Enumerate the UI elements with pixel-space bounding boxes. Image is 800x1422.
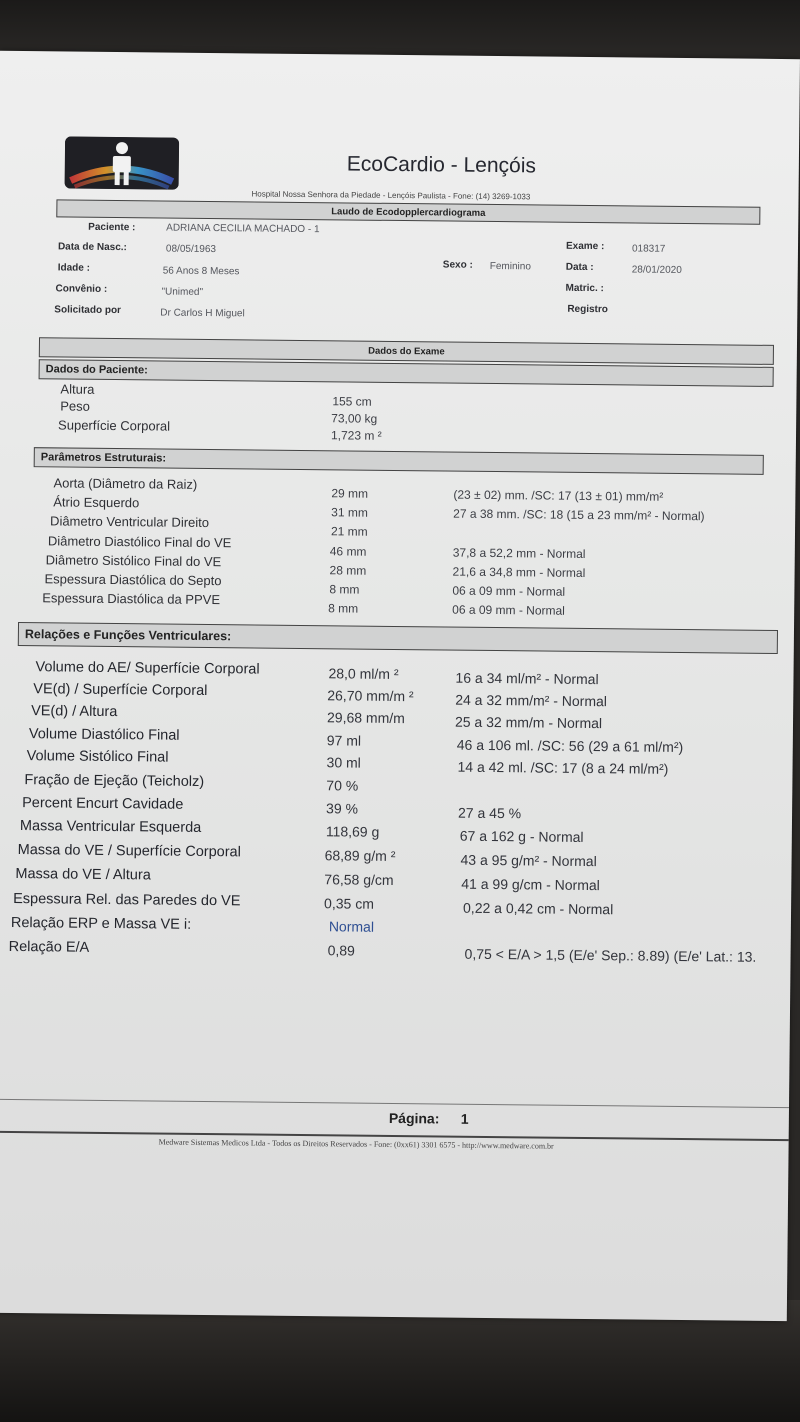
relacao-label: Fração de Ejeção (Teicholz) <box>24 772 205 790</box>
footer-text: Medware Sistemas Medicos Ltda - Todos os Direitos Reservados - Fone: (0xx61) 3301 6575 - http://www.medware.com.br <box>158 1137 554 1151</box>
relacao-ref: 46 a 106 ml. /SC: 56 (29 a 61 ml/m²) <box>456 736 684 756</box>
relacao-value: 76,58 g/cm <box>324 871 394 888</box>
relacao-value: 39 % <box>326 800 359 817</box>
clinic-subtitle: Hospital Nossa Senhora da Piedade - Lençóis Paulista - Fone: (14) 3269-1033 <box>251 189 531 202</box>
relacao-label: Relação ERP e Massa VE i: <box>10 914 192 933</box>
param-ref: 27 a 38 mm. /SC: 18 (15 a 23 mm/m² - Normal) <box>453 506 705 524</box>
altura-value: 155 cm <box>332 394 372 409</box>
param-ref: 06 a 09 mm - Normal <box>452 602 565 618</box>
relacao-value: 29,68 mm/m <box>326 709 405 727</box>
param-label: Diâmetro Diastólico Final do VE <box>47 533 232 551</box>
param-label: Diâmetro Ventricular Direito <box>50 513 210 531</box>
param-label: Aorta (Diâmetro da Raiz) <box>53 475 198 492</box>
relacao-label: Volume Diastólico Final <box>28 726 180 744</box>
param-label: Espessura Diastólica da PPVE <box>42 590 221 608</box>
nasc-value: 08/05/1963 <box>165 243 217 256</box>
relacao-value: 28,0 ml/m ² <box>328 665 399 683</box>
relacao-label: VE(d) / Superfície Corporal <box>33 681 208 700</box>
convenio-label: Convênio : <box>55 283 108 295</box>
data-label: Data : <box>565 261 594 274</box>
relacao-label: Volume Sistólico Final <box>26 748 169 766</box>
report-page <box>0 51 800 1321</box>
report-title-bar <box>56 199 760 224</box>
param-value: 28 mm <box>329 563 367 578</box>
registro-label: Registro <box>567 303 608 316</box>
relacao-label: Espessura Rel. das Paredes do VE <box>13 890 241 910</box>
param-value: 8 mm <box>329 582 360 597</box>
solicitado-label: Solicitado por <box>54 304 122 317</box>
param-ref: 21,6 a 34,8 mm - Normal <box>452 564 586 580</box>
idade-label: Idade : <box>57 262 91 274</box>
relacao-value: 26,70 mm/m ² <box>327 687 414 705</box>
relacao-ref: 41 a 99 g/cm - Normal <box>461 875 600 894</box>
param-value: 46 mm <box>329 544 367 559</box>
superficie-label: Superfície Corporal <box>58 417 171 434</box>
exame-label: Exame : <box>565 240 605 253</box>
clinic-logo <box>65 136 180 189</box>
relacao-value: 118,69 g <box>325 823 380 840</box>
relacao-label: Massa do VE / Altura <box>15 866 151 884</box>
relacao-value: 30 ml <box>326 754 361 771</box>
footer-rule-top <box>0 1099 789 1108</box>
exame-value: 018317 <box>631 243 666 255</box>
nasc-label: Data de Nasc.: <box>57 241 127 254</box>
relacao-label: VE(d) / Altura <box>31 703 118 721</box>
clinic-name: EcoCardio - Lençóis <box>346 152 537 178</box>
report-title: Laudo de Ecodopplercardiograma <box>331 205 486 219</box>
dados-paciente-title: Dados do Paciente: <box>45 363 148 377</box>
relacao-ref: 24 a 32 mm/m² - Normal <box>455 691 608 710</box>
param-label: Átrio Esquerdo <box>53 494 140 511</box>
relacao-ref: 0,75 < E/A > 1,5 (E/e' Sep.: 8.89) (E/e' Lat.: 13. <box>464 945 757 965</box>
relacao-ref: 16 a 34 ml/m² - Normal <box>455 669 599 688</box>
relacao-ref: 43 a 95 g/m² - Normal <box>460 851 597 870</box>
param-label: Espessura Diastólica do Septo <box>44 571 222 589</box>
relacao-ref: 14 a 42 ml. /SC: 17 (8 a 24 ml/m²) <box>457 758 669 777</box>
relacao-label: Massa Ventricular Esquerda <box>19 818 202 836</box>
page-label: Página: <box>388 1109 440 1127</box>
altura-label: Altura <box>60 381 95 397</box>
relacoes-bar <box>18 622 778 654</box>
dados-exame-title: Dados do Exame <box>368 345 445 357</box>
relacao-value: 0,89 <box>327 942 355 959</box>
relacao-ref: 67 a 162 g - Normal <box>459 827 584 845</box>
relacoes-title: Relações e Funções Ventriculares: <box>24 627 232 644</box>
param-value: 21 mm <box>330 524 368 539</box>
param-label: Diâmetro Sistólico Final do VE <box>45 552 222 570</box>
parametros-title: Parâmetros Estruturais: <box>40 451 167 465</box>
peso-value: 73,00 kg <box>331 411 378 426</box>
relacao-label: Volume do AE/ Superfície Corporal <box>35 659 260 678</box>
paciente-label: Paciente : <box>88 221 136 234</box>
relacao-value-normal: Normal <box>328 918 375 935</box>
param-value: 8 mm <box>328 601 359 616</box>
relacao-value: 0,35 cm <box>324 895 375 912</box>
param-ref: 06 a 09 mm - Normal <box>452 583 566 599</box>
paciente-value: ADRIANA CECILIA MACHADO - 1 <box>166 222 320 236</box>
relacao-label: Percent Encurt Cavidade <box>22 795 184 813</box>
relacao-label: Relação E/A <box>8 938 90 956</box>
param-ref: (23 ± 02) mm. /SC: 17 (13 ± 01) mm/m² <box>453 487 664 504</box>
parametros-bar <box>34 447 764 475</box>
sexo-label: Sexo : <box>442 259 473 271</box>
peso-label: Peso <box>60 398 91 414</box>
data-value: 28/01/2020 <box>631 264 682 276</box>
param-ref: 37,8 a 52,2 mm - Normal <box>452 545 586 561</box>
param-value: 29 mm <box>331 486 369 501</box>
sexo-value: Feminino <box>489 260 531 273</box>
relacao-ref: 27 a 45 % <box>457 804 522 822</box>
convenio-value: "Unimed" <box>161 286 204 298</box>
relacao-ref: 25 a 32 mm/m - Normal <box>454 713 603 732</box>
relacao-value: 70 % <box>326 777 359 794</box>
page-number: 1 <box>460 1110 469 1127</box>
idade-value: 56 Anos 8 Meses <box>162 265 240 278</box>
superficie-value: 1,723 m ² <box>330 428 382 443</box>
relacao-value: 68,89 g/m ² <box>324 847 396 864</box>
relacao-label: Massa do VE / Superfície Corporal <box>17 842 241 861</box>
relacao-value: 97 ml <box>326 732 362 749</box>
matric-label: Matric. : <box>565 282 604 295</box>
param-value: 31 mm <box>331 505 368 520</box>
solicitado-value: Dr Carlos H Miguel <box>160 307 245 320</box>
relacao-ref: 0,22 a 0,42 cm - Normal <box>462 899 614 918</box>
